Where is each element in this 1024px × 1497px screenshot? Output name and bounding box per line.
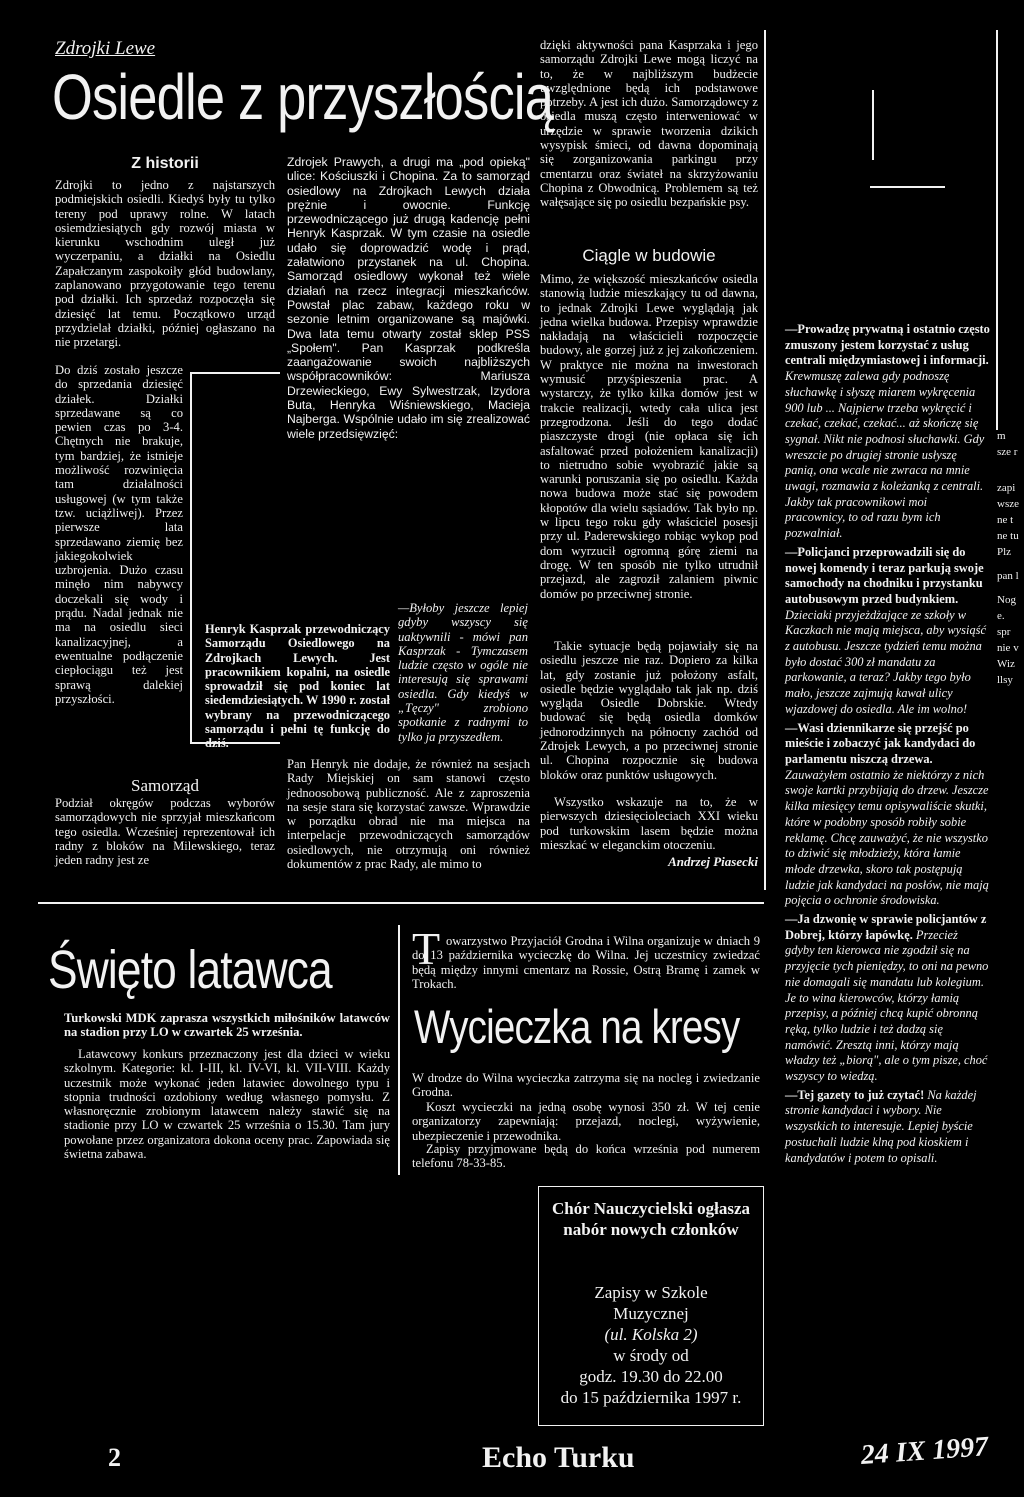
sidebar-decor-rule bbox=[870, 186, 945, 188]
section-separator bbox=[38, 902, 764, 904]
section-heading-budowie: Ciągle w budowie bbox=[582, 246, 716, 265]
article-title: Osiedle z przyszłością bbox=[52, 61, 554, 133]
section-heading-historia: Z historii bbox=[131, 155, 199, 172]
choir-line: Zapisy w Szkole bbox=[594, 1283, 708, 1302]
latawiec-body: Latawcowy konkurs przeznaczony jest dla dzieci w wieku szkolnym. Kategorie: kl. I-III, kl. IV-VI, kl. VII-VIII. Każdy uczestnik może wykonać jeden latawiec dowolnego typu i stopnia trudności ozdobiony według własnego pomysłu. Z własnoręcznie zrobionym latawcem należy stawić się na stadionie przy LO w czwartek 25 września o 15.30. Tam jury powołane przez organizatora dokona oceny prac. Zapowiada się świetna zabawa. bbox=[64, 1047, 390, 1162]
historia-text-narrow: Do dziś zostało jeszcze do sprzedania dziesięć działek. Działki sprzedawane są co pewien czas po 3-4. Chętnych nie brakuje, tym bardziej, że istnieje możliwość rozwinięcia tam działalności usługowej (w tym także tzw. uciążliwej). Przez pierwsze lata sprzedawano ziemię bez jakiegokolwiek uzbrojenia. Dużo czasu minęło nim nabywcy doczekali się wody i prądu. Nadal jednak nie ma na osiedlu sieci kanalizacyjnej, a ewentualne podłączenie ciepłociągu też jest sprawą dalekiej przyszłości. bbox=[55, 363, 183, 706]
wycieczka-p3: Zapisy przyjmowane będą do końca września pod numerem telefonu 78-33-85. bbox=[412, 1142, 760, 1171]
latawiec-title: Święto latawca bbox=[48, 940, 332, 1000]
column3-text-top: dzięki aktywności pana Kasprzaka i jego samorządu Zdrojki Lewe mogą liczyć na to, że w najbliższym budżecie uwzględnione będą ich podstawowe potrzeby. A jest ich dużo. Samorządowcy z osiedla muszą często interweniować w urzędzie w sprawie tworzenia dzikich wysypisk śmieci, od dawna dopominają się zorganizowania parkingu przy cmentarzu oraz świateł na skrzyżowaniu Chopina z Obwodnicą. Problemem są też wałęsające się po osiedlu bezpańskie psy. bbox=[540, 38, 758, 210]
section-heading-samorzad: Samorząd bbox=[131, 776, 199, 795]
historia-text-top: Zdrojki to jedno z najstarszych podmiejskich osiedli. Kiedyś były tu tylko tereny pod uprawy rolne. W latach osiemdziesiątych gdy rozwój miasta w kierunku wschodnim uległ już wyczerpaniu, a działki na Osiedlu Zapałczanym zaspokoiły głód budowlany, zaplanowano przygotowanie tego terenu pod działki. Ich sprzedaż rozpoczęła się dziesięć lat temu. Początkowo urząd przydzielał działki, później ogłaszano na nie przetargi. bbox=[55, 178, 275, 350]
sidebar-item: —Policjanci przeprowadzili się do nowej komendy i teraz parkują swoje samochody na chodniku i przystanku autobusowym przed budynkiem. Dzieciaki przyjeżdżające ze szkoły w Kaczkach nie mają miejsca, aby wysiąść z autobusu. Jeszcze tydzień temu można było dostać 300 zł mandatu za parkowanie, a teraz? Jakby tego było mało, jeszcze zajmują kawał ulicy wjazdowej do osiedla. Ale im wolno! bbox=[785, 544, 986, 716]
choir-line: w środy od bbox=[613, 1346, 689, 1365]
choir-line: Muzycznej bbox=[613, 1304, 689, 1323]
reader-calls-sidebar bbox=[785, 322, 990, 1169]
sidebar-item: —Ja dzwonię w sprawie policjantów z Dobrej, którzy łapówkę. Przecież gdyby ten kierowca nie zgodził się na przyjęcie tych pieniędzy, to oni na pewno nie domagali się mandatu lub kolegium. Je to wina kierowców, którzy łamią przepisy, a później chcą kupić obronną ręką, tylko ludzie i też dadzą się namówić. Zresztą inni, którzy mają władzy też „biorą", ale o tym pisze, choć wszyscy to wiedzą. bbox=[785, 912, 989, 1084]
choir-line: godz. 19.30 do 22.00 bbox=[579, 1367, 723, 1386]
sidebar-item: —Prowadzę prywatną i ostatnio często zmuszony jestem korzystać z usług centrali międzymiastowej i informacji. Krewmuszę zalewa gdy podnoszę słuchawkę i słyszę miarem wykręcenia 900 lub ... Najpierw trzeba wykręcić i czekać, czekać, czekać... aż skończę się sygnał. Nikt nie podnosi słuchawki. Gdy wreszcie po drugiej stronie usłyszę panią, ona wcale nie zwraca na mnie uwagi, rozmawia z koleżanką z centrali. Jakby tak pracownikowi moi pracownicy, to od razu bym ich pozwalniał. bbox=[785, 322, 990, 541]
column2-text-top: Zdrojek Prawych, a drugi ma „pod opieką" ulice: Kościuszki i Chopina. Za to samorząd osiedlowy na Zdrojkach Lewych działa prężnie i owocnie. Funkcję przewodniczącego już drugą kadencję pełni Henryk Kasprzak. W tym czasie na osiedle udało się doprowadzić wodę i prąd, załatwiono przystanek na ul. Chopina. Samorząd osiedlowy wykonał też wiele działań na rzecz integracji mieszkańców. Powstał plac zabaw, każdego roku w sezonie letnim organizowane są majówki. Dwa lata temu otwarty został sklep PSS „Społem". Pan Kasprzak podkreśla zaangażowanie swoich najbliższych współpracowników: Mariusza Drzewieckiego, Ewy Sylwestrzak, Izydora Buta, Henryka Wiśniewskiego, Macieja Najberga. Wspólnie udało im się zrealizować wiele przedsięwzięć: bbox=[287, 155, 530, 441]
photo-caption: Henryk Kasprzak przewodniczący Samorządu Osiedlowego na Zdrojkach Lewych. Jest pracownikiem kopalni, na osiedle sprowadził się pod koniec lat siedemdziesiątych. W 1990 r. został wybrany na przewodniczącego samorządu i pełni tę funkcję do dziś. bbox=[205, 622, 390, 751]
choir-line: (ul. Kolska 2) bbox=[604, 1325, 698, 1344]
clipped-edge-text: m sze r zapi wsze ne t ne tu Plz pan l Nog e. spr nie v Wiz llsy bbox=[997, 430, 1019, 686]
column3-text-p3: Wszystko wskazuje na to, że w pierwszych dziesięcioleciach XXI wieku pod turkowskim lasem będzie można mieszkać w eleganckim otoczeniu. bbox=[540, 795, 758, 852]
sidebar-edge-line bbox=[996, 30, 998, 430]
wycieczka-title: Wycieczka na kresy bbox=[414, 1000, 740, 1053]
column3-text-p1: Mimo, że większość mieszkańców osiedla stanowią ludzie mieszkający tu od dawna, to jednak Zdrojki Lewe wyglądają jak jedna wielka budowa. Przepisy wprawdzie nakładają na właścicieli rozpoczęcie budowy, ale gorzej już z jej zakończeniem. W praktyce nie można na inwestorach wymusić przyśpieszenia prac. A wystarczy, że tylko kilka domów jest w trakcie realizacji, wtedy cała ulica jest przegrodzona. Jeśli do tego dodać piaszczyste drogi (nie opłaca się ich asfaltować przed położeniem kanalizacji) to nietrudno sobie wyobrazić jakie są warunki poruszania się po osiedlu. Każda nowa budowa może stać się powodem kłopotów dla wielu sąsiadów. Tak było np. w lipcu tego roku gdy właściciel posesji przy ul. Paderewskiego robiąc wykop pod dom wyrzucił ogromną górę ziemi na drogę. W ten sposób nie tylko utrudnił przejazd, ale zagroził zalaniem piwnic domów po przeciwnej stronie. bbox=[540, 272, 758, 601]
choir-line: do 15 października 1997 r. bbox=[560, 1388, 742, 1407]
kicker-location: Zdrojki Lewe bbox=[55, 38, 156, 59]
choir-heading: Chór Nauczycielski ogłasza nabór nowych członków bbox=[551, 1199, 750, 1239]
issue-date: 24 IX 1997 bbox=[859, 1431, 990, 1472]
dropcap: T bbox=[412, 923, 441, 974]
newspaper-name: Echo Turku bbox=[482, 1441, 635, 1474]
samorzad-text: Podział okręgów podczas wyborów samorządowych nie sprzyjał mieszkańcom tego osiedla. Wcześniej reprezentował ich radny z bloków na Milewskiego, teraz jeden radny jest ze bbox=[55, 796, 275, 868]
photo-frame-left bbox=[190, 372, 192, 742]
column-divider bbox=[764, 30, 766, 890]
sidebar-decor-line bbox=[872, 90, 874, 160]
column2-text-bottom: Pan Henryk nie dodaje, że również na sesjach Rady Miejskiej on sam stanowi często jednoosobową publiczność. Ale z zaproszenia na sesje stara się korzystać zawsze. Wprawdzie w porządku obrad nie ma miejsca na interpelacje przewodniczących samorządów osiedlowych, nie otrzymują oni również dokumentów z prac Rady, ale mimo to bbox=[287, 757, 530, 872]
photo-frame-top bbox=[190, 372, 280, 374]
kasprzak-quote: —Byłoby jeszcze lepiej gdyby wszyscy się uaktywnili - mówi pan Kasprzak - Tymczasem ludzie często w ogóle nie interesują się sprawami osiedla. Gdy kiedyś w „Tęczy" zrobiono spotkanie z radnymi to tylko ja przyszedłem. bbox=[398, 601, 528, 744]
sidebar-item: —Wasi dziennikarze się przejść po mieście i zobaczyć jak kandydaci do parlamentu niszczą drzewa. Zauważyłem ostatnio że niektórzy z nich swoje kartki przybijają do drzew. Jeszcze kilka miesięcy temu opisywaliście skutki, które w podobny sposób robiły sobie reklamę. Chcę zauważyć, że nie wszystko to dziwić się młodzieży, która łamie młode drzewka, skoro tak postępują ludzie jak kandydaci na posłów, nie mają pojęcia o ochronie środowiska. bbox=[785, 720, 989, 908]
page-number: 2 bbox=[108, 1443, 121, 1472]
author-byline: Andrzej Piasecki bbox=[668, 854, 758, 869]
choir-details bbox=[545, 1282, 757, 1408]
sidebar-item: —Tej gazety to już czytać! Na każdej stronie kandydaci i wybory. Nie wszystkich to interesuje. Lepiej byście postuchali ludzie klną pod kioskiem i kandydatów i potem to opisali. bbox=[785, 1087, 977, 1165]
latawiec-lead: Turkowski MDK zaprasza wszystkich miłośników latawców na stadion przy LO w czwartek 25 września. bbox=[64, 1011, 390, 1040]
wycieczka-intro: owarzystwo Przyjaciół Grodna i Wilna organizuje w dniach 9 do 13 października wycieczkę do Wilna. Jej uczestnicy zwiedzać będą między innymi cmentarz na Rossie, Ostrą Bramę i zamek w Trokach. bbox=[412, 934, 760, 991]
wycieczka-p1: W drodze do Wilna wycieczka zatrzyma się na nocleg i zwiedzanie Grodna. bbox=[412, 1071, 760, 1100]
vertical-divider bbox=[398, 925, 400, 1175]
wycieczka-p2: Koszt wycieczki na jedną osobę wynosi 350 zł. W tej cenie organizatorzy zapewniają: przejazd, noclegi, wyżywienie, ubezpieczenie i przewodnika. bbox=[412, 1100, 760, 1143]
column3-text-p2: Takie sytuacje będą pojawiały się na osiedlu jeszcze nie raz. Dopiero za kilka lat, gdy zostanie już położony asfalt, osiedle będzie wyglądało tak jak np. dziś wygląda Osiedle Dobrskie. Wtedy budować się będą osiedla domków jednorodzinnych na północny zachód od Zdrojek Lewych, a po przeciwnej stronie ul. Chopina rozpocznie się budowa bloków oraz punktów usługowych. bbox=[540, 639, 758, 782]
